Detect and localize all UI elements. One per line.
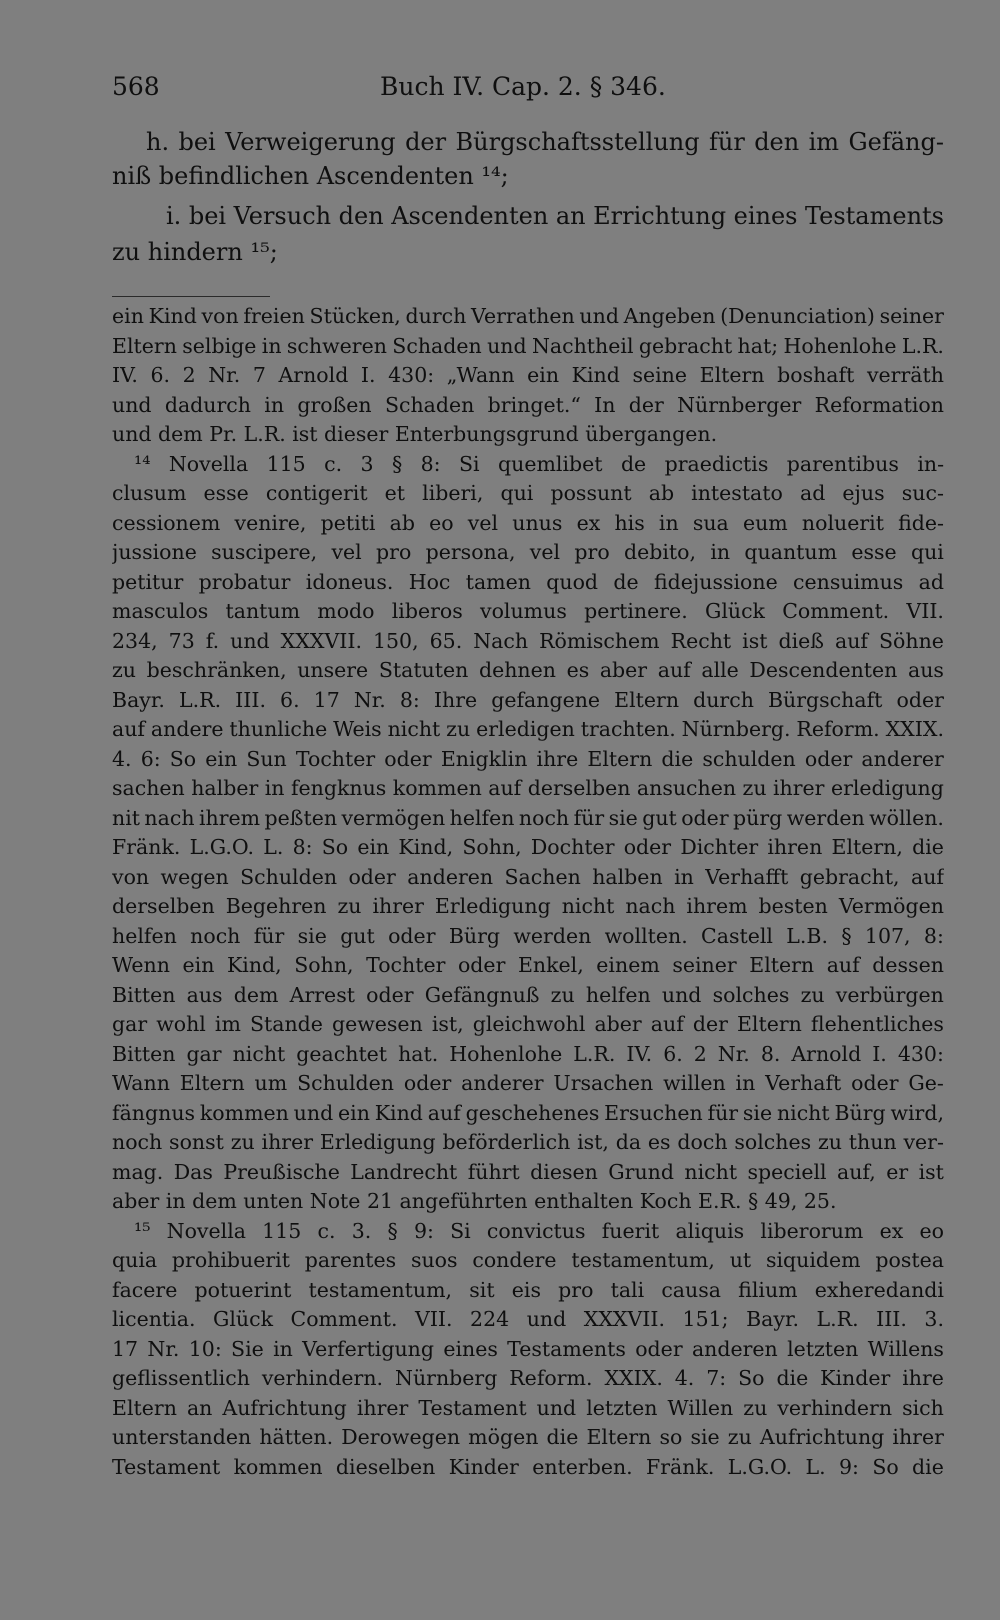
body-line: h. bei Verweigerung der Bürgschaftsstellung für den im Gefäng- — [146, 128, 944, 156]
footnote-line: von wegen Schulden oder anderen Sachen halben in Verhafft gebracht, auf — [112, 865, 944, 889]
footnote-line: Wenn ein Kind, Sohn, Tochter oder Enkel, einem seiner Eltern auf dessen — [112, 953, 944, 977]
footnote-line: helfen noch für sie gut oder Bürg werden wollten. Castell L.B. § 107, 8: — [112, 924, 944, 948]
footnote-line: fängnus kommen und ein Kind auf geschehenes Ersuchen für sie nicht Bürg wird, — [112, 1101, 944, 1125]
footnote-line: und dem Pr. L.R. ist dieser Enterbungsgrund übergangen. — [112, 422, 718, 446]
footnote-line: ein Kind von freien Stücken, durch Verrathen und Angeben (Denunciation) seiner — [112, 304, 944, 328]
footnote-line: Bitten aus dem Arrest oder Gefängnuß zu helfen und solches zu verbürgen — [112, 983, 944, 1007]
footnote-line: gar wohl im Stande gewesen ist, gleichwohl aber auf der Eltern flehentliches — [112, 1012, 944, 1036]
footnote-line: Eltern an Aufrichtung ihrer Testament und letzten Willen zu verhindern sich — [112, 1396, 944, 1420]
footnote-line: IV. 6. 2 Nr. 7 Arnold I. 430: „Wann ein Kind seine Eltern boshaft verräth — [112, 363, 944, 387]
footnote-line: quia prohibuerit parentes suos condere testamentum, ut siquidem postea — [112, 1248, 944, 1272]
body-line: zu hindern ¹⁵; — [112, 238, 278, 266]
footnote-line: derselben Begehren zu ihrer Erledigung nicht nach ihrem besten Vermögen — [112, 894, 944, 918]
footnote-line: aber in dem unten Note 21 angeführten enthalten Koch E.R. § 49, 25. — [112, 1189, 837, 1213]
footnote-line: Bitten gar nicht geachtet hat. Hohenlohe L.R. IV. 6. 2 Nr. 8. Arnold I. 430: — [112, 1042, 944, 1066]
footnote-line: unterstanden hätten. Derowegen mögen die Eltern so sie zu Aufrichtung ihrer — [112, 1425, 944, 1449]
footnote-line: noch sonst zu ihrer Erledigung beförderlich ist, da es doch solches zu thun ver- — [112, 1130, 944, 1154]
footnote-line: Bayr. L.R. III. 6. 17 Nr. 8: Ihre gefangene Eltern durch Bürgschaft oder — [112, 688, 944, 712]
footnote-line: Wann Eltern um Schulden oder anderer Ursachen willen in Verhaft oder Ge- — [112, 1071, 944, 1095]
footnote-line: cessionem venire, petiti ab eo vel unus ex his in sua eum noluerit fide- — [112, 511, 944, 535]
footnote-line: ¹⁵ Novella 115 c. 3. § 9: Si convictus fuerit aliquis liberorum ex eo — [134, 1219, 944, 1243]
footnote-line: jussione suscipere, vel pro persona, vel pro debito, in quantum esse qui — [112, 540, 944, 564]
page-number: 568 — [112, 72, 160, 101]
footnote-line: mag. Das Preußische Landrecht führt diesen Grund nicht speciell auf, er ist — [112, 1160, 944, 1184]
footnote-line: nit nach ihrem peßten vermögen helfen noch für sie gut oder pürg werden wöllen. — [112, 806, 944, 830]
footnote-line: 17 Nr. 10: Sie in Verfertigung eines Testaments oder anderen letzten Willens — [112, 1337, 944, 1361]
footnote-line: petitur probatur idoneus. Hoc tamen quod de fidejussione censuimus ad — [112, 570, 944, 594]
footnote-line: facere potuerint testamentum, sit eis pro tali causa filium exheredandi — [112, 1278, 944, 1302]
footnote-line: licentia. Glück Comment. VII. 224 und XXXVII. 151; Bayr. L.R. III. 3. — [112, 1307, 944, 1331]
footnote-line: 4. 6: So ein Sun Tochter oder Enigklin ihre Eltern die schulden oder anderer — [112, 747, 944, 771]
running-title: Buch IV. Cap. 2. § 346. — [380, 72, 666, 101]
footnote-line: ¹⁴ Novella 115 c. 3 § 8: Si quemlibet de praedictis parentibus in- — [134, 452, 944, 476]
footnote-line: zu beschränken, unsere Statuten dehnen es aber auf alle Descendenten aus — [112, 658, 944, 682]
footnote-divider — [112, 296, 270, 297]
footnote-line: geflissentlich verhindern. Nürnberg Reform. XXIX. 4. 7: So die Kinder ihre — [112, 1366, 944, 1390]
footnote-line: Fränk. L.G.O. L. 8: So ein Kind, Sohn, Dochter oder Dichter ihren Eltern, die — [112, 835, 944, 859]
footnote-line: Eltern selbige in schweren Schaden und Nachtheil gebracht hat; Hohenlohe L.R. — [112, 334, 944, 358]
footnote-line: 234, 73 f. und XXXVII. 150, 65. Nach Römischem Recht ist dieß auf Söhne — [112, 629, 944, 653]
body-line: i. bei Versuch den Ascendenten an Errichtung eines Testaments — [166, 202, 944, 230]
footnote-line: Testament kommen dieselben Kinder enterben. Fränk. L.G.O. L. 9: So die — [112, 1455, 944, 1479]
footnote-line: masculos tantum modo liberos volumus pertinere. Glück Comment. VII. — [112, 599, 944, 623]
footnote-line: auf andere thunliche Weis nicht zu erledigen trachten. Nürnberg. Reform. XXIX. — [112, 717, 944, 741]
footnote-line: und dadurch in großen Schaden bringet.“ In der Nürnberger Reformation — [112, 393, 944, 417]
body-line: niß befindlichen Ascendenten ¹⁴; — [112, 162, 509, 190]
footnote-line: sachen halber in fengknus kommen auf derselben ansuchen zu ihrer erledigung — [112, 776, 944, 800]
footnote-line: clusum esse contigerit et liberi, qui possunt ab intestato ad ejus suc- — [112, 481, 944, 505]
